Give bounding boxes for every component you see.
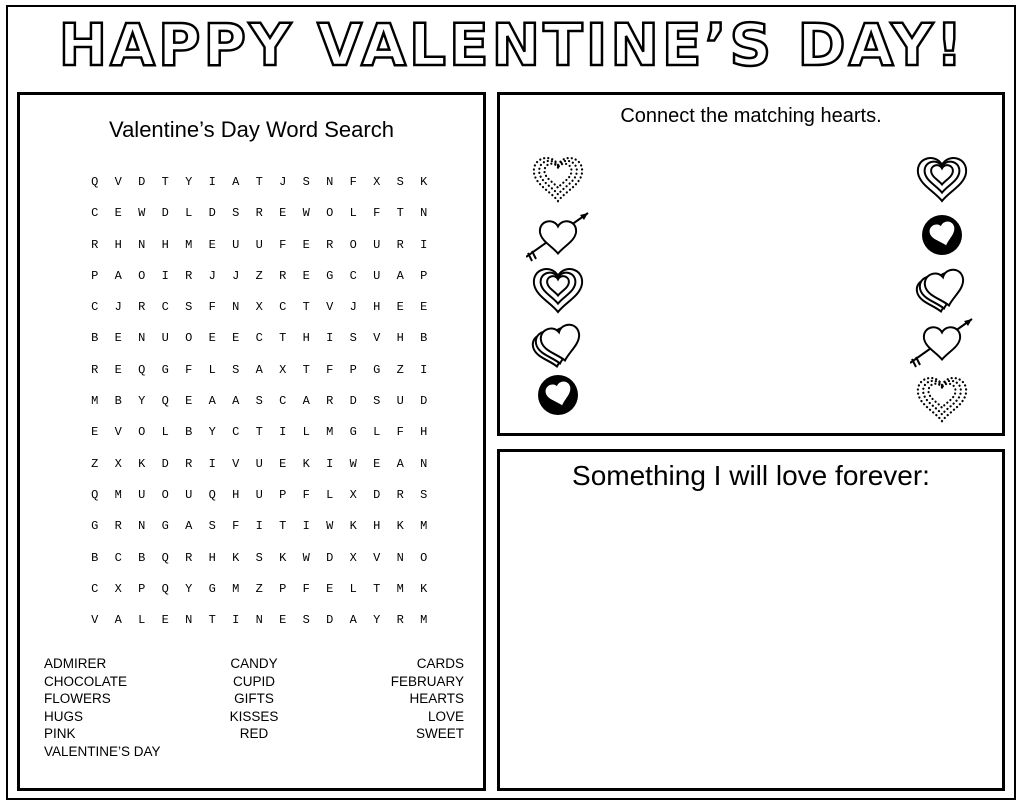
grid-letter: R [185, 268, 193, 283]
grid-letter: A [114, 613, 122, 628]
grid-letter: J [114, 300, 122, 315]
grid-letter: F [185, 362, 193, 377]
grid-letter: C [91, 206, 99, 221]
grid-letter: E [114, 206, 122, 221]
grid-letter: U [373, 237, 381, 252]
stacked-hearts-icon[interactable] [526, 313, 590, 374]
word-column [184, 655, 324, 760]
grid-letter: V [373, 550, 381, 565]
word-list-item: LOVE [427, 708, 464, 724]
grid-letter: C [279, 394, 287, 409]
grid-letter: K [420, 581, 428, 596]
grid-letter: D [420, 394, 428, 409]
grid-letter: G [91, 519, 99, 534]
grid-letter: F [208, 300, 216, 315]
grid-letter: N [138, 519, 146, 534]
word-list-item: CUPID [232, 673, 275, 689]
grid-letter: U [161, 331, 169, 346]
letter-grid [83, 167, 436, 636]
grid-letter: A [302, 394, 310, 409]
word-list-item: CANDY [230, 656, 278, 671]
grid-letter: R [91, 362, 99, 377]
grid-letter: F [279, 237, 287, 252]
grid-letter: V [373, 331, 381, 346]
grid-letter: K [138, 456, 146, 471]
grid-letter: Q [208, 487, 216, 502]
grid-letter: E [326, 581, 334, 596]
grid-letter: E [208, 237, 216, 252]
grid-letter: N [420, 456, 428, 471]
grid-letter: L [326, 487, 334, 502]
grid-letter: T [208, 613, 216, 628]
matching-panel [497, 92, 1005, 436]
grid-letter: C [91, 300, 99, 315]
grid-letter: G [326, 268, 334, 283]
grid-letter: O [420, 550, 428, 565]
grid-letter: Q [161, 550, 169, 565]
grid-letter: T [302, 300, 310, 315]
grid-letter: F [373, 206, 381, 221]
grid-letter: R [396, 237, 404, 252]
grid-letter: X [349, 550, 357, 565]
grid-letter: E [420, 300, 428, 315]
grid-letter: P [349, 362, 357, 377]
grid-letter: E [279, 613, 287, 628]
grid-letter: M [91, 394, 99, 409]
grid-letter: W [326, 519, 334, 534]
grid-letter: R [91, 237, 99, 252]
grid-letter: K [396, 519, 404, 534]
grid-letter: C [232, 425, 240, 440]
grid-letter: P [420, 268, 428, 283]
grid-letter: H [420, 425, 428, 440]
grid-letter: V [91, 613, 99, 628]
grid-letter: L [302, 425, 310, 440]
grid-letter: D [326, 613, 334, 628]
grid-letter: R [326, 237, 334, 252]
word-column [324, 655, 464, 760]
grid-letter: E [91, 425, 99, 440]
grid-letter: F [396, 425, 404, 440]
grid-letter: X [114, 456, 122, 471]
grid-letter: K [420, 175, 428, 189]
grid-letter: Z [396, 362, 404, 377]
grid-letter: M [326, 425, 334, 440]
grid-letter: A [232, 175, 240, 189]
grid-letter: X [255, 300, 263, 315]
grid-letter: Y [185, 175, 193, 189]
grid-letter: Q [161, 394, 169, 409]
grid-letter: B [138, 550, 146, 565]
grid-letter: N [138, 331, 146, 346]
grid-letter: I [161, 268, 169, 283]
grid-letter: R [396, 613, 404, 628]
page-title: HAPPY VALENTINE’S DAY! [58, 11, 966, 79]
grid-letter: P [279, 581, 287, 596]
grid-letter: T [255, 175, 263, 189]
grid-letter: K [302, 456, 310, 471]
word-list-item: CARDS [416, 656, 464, 671]
grid-letter: N [255, 613, 263, 628]
grid-letter: G [161, 362, 169, 377]
word-list-item: HEARTS [409, 691, 464, 706]
grid-letter: U [138, 487, 146, 502]
grid-letter: C [349, 268, 357, 283]
grid-letter: Z [91, 456, 99, 471]
grid-letter: I [420, 237, 428, 252]
grid-letter: O [138, 268, 146, 283]
grid-letter: E [373, 456, 381, 471]
grid-letter: B [91, 550, 99, 565]
grid-letter: S [302, 175, 310, 189]
grid-letter: V [232, 456, 240, 471]
grid-letter: W [302, 550, 310, 565]
grid-letter: I [326, 331, 334, 346]
grid-letter: K [349, 519, 357, 534]
grid-letter: F [349, 175, 357, 189]
grid-letter: L [349, 581, 357, 596]
grid-letter: O [326, 206, 334, 221]
grid-letter: I [208, 456, 216, 471]
grid-letter: P [91, 268, 99, 283]
grid-letter: W [302, 206, 310, 221]
word-list-item: ADMIRER [44, 656, 107, 671]
grid-letter: H [373, 519, 381, 534]
grid-letter: H [114, 237, 122, 252]
grid-letter: E [232, 331, 240, 346]
grid-letter: T [279, 331, 287, 346]
grid-letter: E [208, 331, 216, 346]
grid-letter: I [302, 519, 310, 534]
grid-letter: A [396, 456, 404, 471]
grid-letter: I [420, 362, 428, 377]
grid-letter: L [373, 425, 381, 440]
grid-letter: D [326, 550, 334, 565]
grid-letter: T [302, 362, 310, 377]
grid-letter: X [114, 581, 122, 596]
grid-letter: W [349, 456, 357, 471]
grid-letter: U [232, 237, 240, 252]
grid-letter: A [396, 268, 404, 283]
grid-letter: E [279, 206, 287, 221]
word-list-item: HUGS [44, 708, 84, 724]
grid-letter: D [208, 206, 216, 221]
grid-letter: S [302, 613, 310, 628]
grid-letter: Z [255, 581, 263, 596]
grid-letter: Z [255, 268, 263, 283]
grid-letter: M [114, 487, 122, 502]
word-column [44, 655, 184, 760]
grid-letter: Y [208, 425, 216, 440]
grid-letter: B [91, 331, 99, 346]
grid-letter: N [396, 550, 404, 565]
grid-letter: O [349, 237, 357, 252]
grid-letter: D [161, 206, 169, 221]
grid-letter: D [161, 456, 169, 471]
grid-letter: U [255, 456, 263, 471]
grid-letter: O [138, 425, 146, 440]
grid-letter: J [349, 300, 357, 315]
grid-letter: D [373, 487, 381, 502]
grid-letter: F [326, 362, 334, 377]
grid-letter: L [185, 206, 193, 221]
grid-letter: Q [138, 362, 146, 377]
grid-letter: F [232, 519, 240, 534]
grid-letter: N [232, 300, 240, 315]
grid-letter: V [114, 425, 122, 440]
nested-heart-icon[interactable] [526, 258, 590, 319]
grid-letter: F [302, 581, 310, 596]
grid-letter: I [208, 175, 216, 189]
grid-letter: M [185, 237, 193, 252]
grid-letter: V [326, 300, 334, 315]
grid-letter: Q [91, 175, 99, 189]
grid-letter: H [302, 331, 310, 346]
grid-letter: H [161, 237, 169, 252]
grid-letter: N [138, 237, 146, 252]
grid-letter: I [326, 456, 334, 471]
heart-with-arrow-icon[interactable] [910, 313, 974, 374]
grid-letter: Q [161, 581, 169, 596]
grid-letter: X [373, 175, 381, 189]
grid-letter: E [279, 456, 287, 471]
word-list-item: VALENTINE’S DAY [44, 743, 161, 759]
grid-letter: E [302, 268, 310, 283]
matching-title: Connect the matching hearts. [620, 105, 882, 127]
grid-letter: X [279, 362, 287, 377]
grid-letter: B [114, 394, 122, 409]
grid-letter: S [232, 206, 240, 221]
grid-letter: H [373, 300, 381, 315]
grid-letter: E [114, 331, 122, 346]
grid-letter: J [279, 175, 287, 189]
grid-letter: A [185, 519, 193, 534]
word-list-item: GIFTS [234, 691, 274, 706]
word-list-item: PINK [44, 726, 76, 741]
grid-letter: Y [373, 613, 381, 628]
nested-heart-icon[interactable] [910, 147, 974, 208]
grid-letter: R [255, 206, 263, 221]
grid-letter: F [302, 487, 310, 502]
grid-letter: A [232, 394, 240, 409]
grid-letter: T [255, 425, 263, 440]
grid-letter: E [185, 394, 193, 409]
grid-letter: L [138, 613, 146, 628]
grid-letter: C [114, 550, 122, 565]
grid-letter: K [232, 550, 240, 565]
grid-letter: M [396, 581, 404, 596]
grid-letter: O [185, 331, 193, 346]
grid-letter: M [420, 519, 428, 534]
grid-letter: R [185, 456, 193, 471]
grid-letter: E [396, 300, 404, 315]
word-list-item: FLOWERS [44, 691, 111, 706]
grid-letter: P [138, 581, 146, 596]
grid-letter: S [373, 394, 381, 409]
grid-letter: U [185, 487, 193, 502]
grid-letter: A [114, 268, 122, 283]
grid-letter: T [279, 519, 287, 534]
grid-letter: G [349, 425, 357, 440]
grid-letter: C [91, 581, 99, 596]
grid-letter: L [161, 425, 169, 440]
grid-letter: R [279, 268, 287, 283]
grid-letter: N [326, 175, 334, 189]
grid-letter: R [138, 300, 146, 315]
grid-letter: L [349, 206, 357, 221]
word-list-item: RED [239, 726, 269, 741]
grid-letter: C [279, 300, 287, 315]
grid-letter: R [396, 487, 404, 502]
grid-letter: E [161, 613, 169, 628]
grid-letter: R [185, 550, 193, 565]
grid-letter: D [349, 394, 357, 409]
grid-letter: I [279, 425, 287, 440]
grid-letter: W [138, 206, 146, 221]
grid-letter: A [349, 613, 357, 628]
grid-letter: A [208, 394, 216, 409]
word-search-title: Valentine’s Day Word Search [109, 117, 394, 142]
grid-letter: T [373, 581, 381, 596]
word-list-item: FEBRUARY [390, 673, 464, 689]
grid-letter: B [185, 425, 193, 440]
grid-letter: L [208, 362, 216, 377]
grid-letter: S [232, 362, 240, 377]
grid-letter: U [255, 487, 263, 502]
grid-letter: N [185, 613, 193, 628]
word-list-item: SWEET [415, 726, 464, 741]
grid-letter: M [232, 581, 240, 596]
grid-letter: H [232, 487, 240, 502]
grid-letter: S [255, 394, 263, 409]
dotted-heart-icon[interactable] [526, 147, 590, 208]
word-search-panel [17, 92, 486, 791]
grid-letter: S [420, 487, 428, 502]
grid-letter: T [396, 206, 404, 221]
grid-letter: T [161, 175, 169, 189]
grid-letter: X [349, 487, 357, 502]
grid-letter: H [396, 331, 404, 346]
grid-letter: O [161, 487, 169, 502]
grid-letter: J [232, 268, 240, 283]
word-list-item: CHOCOLATE [44, 673, 128, 689]
love-forever-title: Something I will love forever: [572, 460, 930, 491]
grid-letter: S [349, 331, 357, 346]
grid-letter: S [255, 550, 263, 565]
grid-letter: G [208, 581, 216, 596]
love-forever-panel [497, 449, 1005, 791]
grid-letter: R [114, 519, 122, 534]
grid-letter: Y [185, 581, 193, 596]
grid-letter: A [255, 362, 263, 377]
grid-letter: G [161, 519, 169, 534]
grid-letter: V [114, 175, 122, 189]
grid-letter: I [255, 519, 263, 534]
grid-letter: I [232, 613, 240, 628]
grid-letter: C [255, 331, 263, 346]
grid-letter: E [114, 362, 122, 377]
grid-letter: Q [91, 487, 99, 502]
word-list-item: KISSES [229, 708, 279, 724]
grid-letter: U [373, 268, 381, 283]
grid-letter: S [208, 519, 216, 534]
grid-letter: C [161, 300, 169, 315]
word-list [44, 655, 464, 760]
grid-letter: U [396, 394, 404, 409]
grid-letter: J [208, 268, 216, 283]
grid-letter: K [279, 550, 287, 565]
stacked-hearts-icon[interactable] [910, 258, 974, 319]
grid-letter: M [420, 613, 428, 628]
grid-letter: B [420, 331, 428, 346]
grid-letter: P [279, 487, 287, 502]
grid-letter: S [396, 175, 404, 189]
heart-in-black-circle-icon[interactable] [526, 367, 590, 428]
grid-letter: D [138, 175, 146, 189]
dotted-heart-icon[interactable] [910, 367, 974, 428]
grid-letter: U [255, 237, 263, 252]
grid-letter: Y [138, 394, 146, 409]
grid-letter: S [185, 300, 193, 315]
grid-letter: E [302, 237, 310, 252]
grid-letter: H [208, 550, 216, 565]
grid-letter: R [326, 394, 334, 409]
grid-letter: N [420, 206, 428, 221]
grid-letter: G [373, 362, 381, 377]
